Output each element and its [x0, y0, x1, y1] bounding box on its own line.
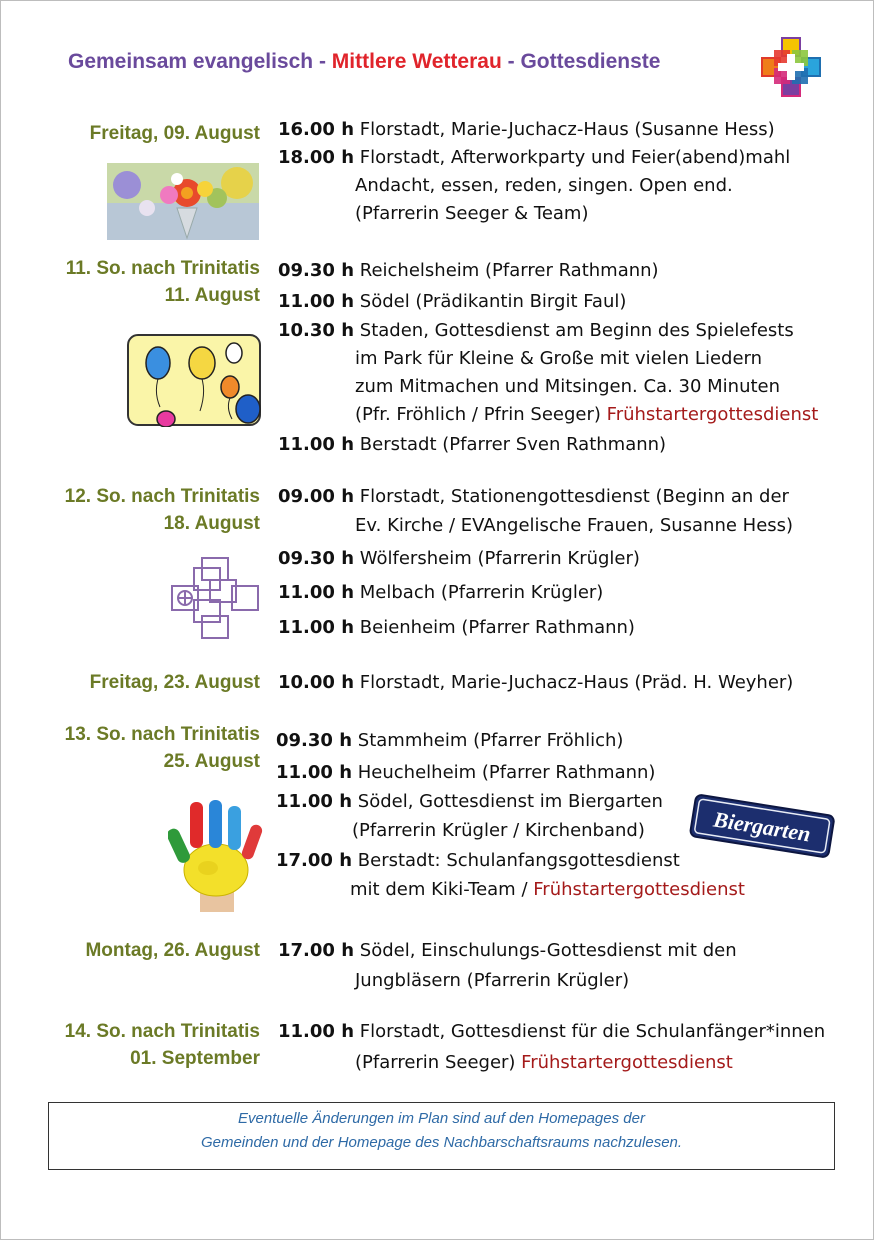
entry-time: 11.00 h	[278, 291, 355, 312]
day-4-entry-1-line-1: 10.00 h Florstadt, Marie-Juchacz-Haus (Präd. H. Weyher)	[278, 672, 794, 693]
page-title	[68, 50, 660, 74]
day-3-date-line-2: 18. August	[163, 513, 260, 534]
day-2-entry-1-line-1: 09.30 h Reichelsheim (Pfarrer Rathmann)	[278, 260, 659, 281]
entry-time: 11.00 h	[276, 791, 353, 812]
entry-time: 10.00 h	[278, 672, 355, 693]
day-1-entry-2-line-3: (Pfarrerin Seeger & Team)	[355, 203, 589, 224]
entry-time: 11.00 h	[278, 434, 355, 455]
day-5-entry-2-line-1: 11.00 h Heuchelheim (Pfarrer Rathmann)	[276, 762, 656, 783]
entry-time: 11.00 h	[278, 1021, 355, 1042]
biergarten-sign-text: Biergarten	[711, 806, 813, 847]
day-1-date: Freitag, 09. August	[89, 123, 260, 144]
day-4-date: Freitag, 23. August	[89, 672, 260, 693]
day-5-entry-4-line-1: 17.00 h Berstadt: Schulanfangsgottesdienst	[276, 850, 680, 871]
entry-time: 09.30 h	[278, 260, 355, 281]
day-7-entry-1-line-1: 11.00 h Florstadt, Gottesdienst für die Schulanfänger*innen	[278, 1021, 826, 1042]
day-2-date-line-2: 11. August	[164, 285, 260, 306]
day-3-entry-1-line-1: 09.00 h Florstadt, Stationengottesdienst (Beginn an der	[278, 486, 789, 507]
entry-time: 09.00 h	[278, 486, 355, 507]
day-7-date-line-1: 14. So. nach Trinitatis	[64, 1021, 260, 1042]
day-5-entry-3-line-1: 11.00 h Södel, Gottesdienst im Biergarten	[276, 791, 663, 812]
title-separator-2: -	[501, 50, 521, 73]
entry-time: 11.00 h	[278, 617, 355, 638]
entry-time: 11.00 h	[278, 582, 355, 603]
day-1-entry-2-line-2: Andacht, essen, reden, singen. Open end.	[355, 175, 733, 196]
entry-time: 18.00 h	[278, 147, 355, 168]
day-7-date-line-2: 01. September	[130, 1048, 260, 1069]
day-1-entry-2-line-1: 18.00 h Florstadt, Afterworkparty und Feier(abend)mahl	[278, 147, 791, 168]
day-6-entry-1-line-1: 17.00 h Södel, Einschulungs-Gottesdienst mit den	[278, 940, 737, 961]
notice-box	[48, 1102, 835, 1170]
day-6-entry-1-line-2: Jungbläsern (Pfarrerin Krügler)	[355, 970, 630, 991]
day-5-date-line-1: 13. So. nach Trinitatis	[64, 724, 260, 745]
day-2-date-line-1: 11. So. nach Trinitatis	[65, 258, 260, 279]
entry-time: 17.00 h	[276, 850, 353, 871]
day-2-entry-3-line-3: zum Mitmachen und Mitsingen. Ca. 30 Minuten	[355, 376, 781, 397]
day-2-entry-3-line-2: im Park für Kleine & Große mit vielen Liedern	[355, 348, 763, 369]
biergarten-sign	[686, 793, 838, 861]
day-5-entry-4-line-2: mit dem Kiki-Team / Frühstartergottesdienst	[350, 879, 745, 900]
day-3-entry-3-line-1: 11.00 h Melbach (Pfarrerin Krügler)	[278, 582, 604, 603]
day-5-entry-1-line-1: 09.30 h Stammheim (Pfarrer Fröhlich)	[276, 730, 624, 751]
church-cross-logo-icon	[760, 36, 822, 98]
day-5-entry-3-line-2: (Pfarrerin Krügler / Kirchenband)	[352, 820, 645, 841]
fruehstarter-highlight: Frühstartergottesdienst	[606, 404, 819, 425]
day-2-entry-3-line-1: 10.30 h Staden, Gottesdienst am Beginn des Spielefests	[278, 320, 794, 341]
fruehstarter-highlight: Frühstartergottesdienst	[521, 1052, 733, 1073]
title-part-1: Gemeinsam evangelisch	[68, 50, 314, 73]
day-3-entry-4-line-1: 11.00 h Beienheim (Pfarrer Rathmann)	[278, 617, 635, 638]
fruehstarter-highlight: Frühstartergottesdienst	[533, 879, 745, 900]
painted-hand-photo	[168, 798, 264, 912]
day-5-date-line-2: 25. August	[163, 751, 260, 772]
entry-time: 16.00 h	[278, 119, 355, 140]
entry-time: 09.30 h	[276, 730, 353, 751]
day-2-entry-4-line-1: 11.00 h Berstadt (Pfarrer Sven Rathmann)	[278, 434, 667, 455]
day-3-entry-2-line-1: 09.30 h Wölfersheim (Pfarrerin Krügler)	[278, 548, 640, 569]
entry-time: 10.30 h	[278, 320, 355, 341]
day-3-date-line-1: 12. So. nach Trinitatis	[64, 486, 260, 507]
day-2-entry-2-line-1: 11.00 h Södel (Prädikantin Birgit Faul)	[278, 291, 627, 312]
entry-time: 09.30 h	[278, 548, 355, 569]
balloons-drawing	[126, 333, 262, 427]
notice-line-2: Gemeinden und der Homepage des Nachbarschaftsraums nachzulesen.	[200, 1134, 683, 1151]
title-part-3: Gottesdienste	[520, 50, 661, 73]
day-6-date: Montag, 26. August	[85, 940, 260, 961]
day-2-entry-3-line-4: (Pfr. Fröhlich / Pfrin Seeger) Frühstartergottesdienst	[355, 404, 819, 425]
entry-time: 11.00 h	[276, 762, 353, 783]
flowers-photo	[107, 163, 259, 240]
day-3-entry-1-line-2: Ev. Kirche / EVAngelische Frauen, Susanne Hess)	[355, 515, 794, 536]
title-separator-1: -	[313, 50, 332, 73]
day-1-entry-1-line-1: 16.00 h Florstadt, Marie-Juchacz-Haus (Susanne Hess)	[278, 119, 775, 140]
cross-outline-icon	[170, 556, 260, 642]
notice-line-1: Eventuelle Änderungen im Plan sind auf den Homepages der	[238, 1110, 645, 1127]
day-7-entry-1-line-2: (Pfarrerin Seeger) Frühstartergottesdienst	[355, 1052, 733, 1073]
entry-time: 17.00 h	[278, 940, 355, 961]
title-part-2: Mittlere Wetterau	[331, 50, 502, 73]
